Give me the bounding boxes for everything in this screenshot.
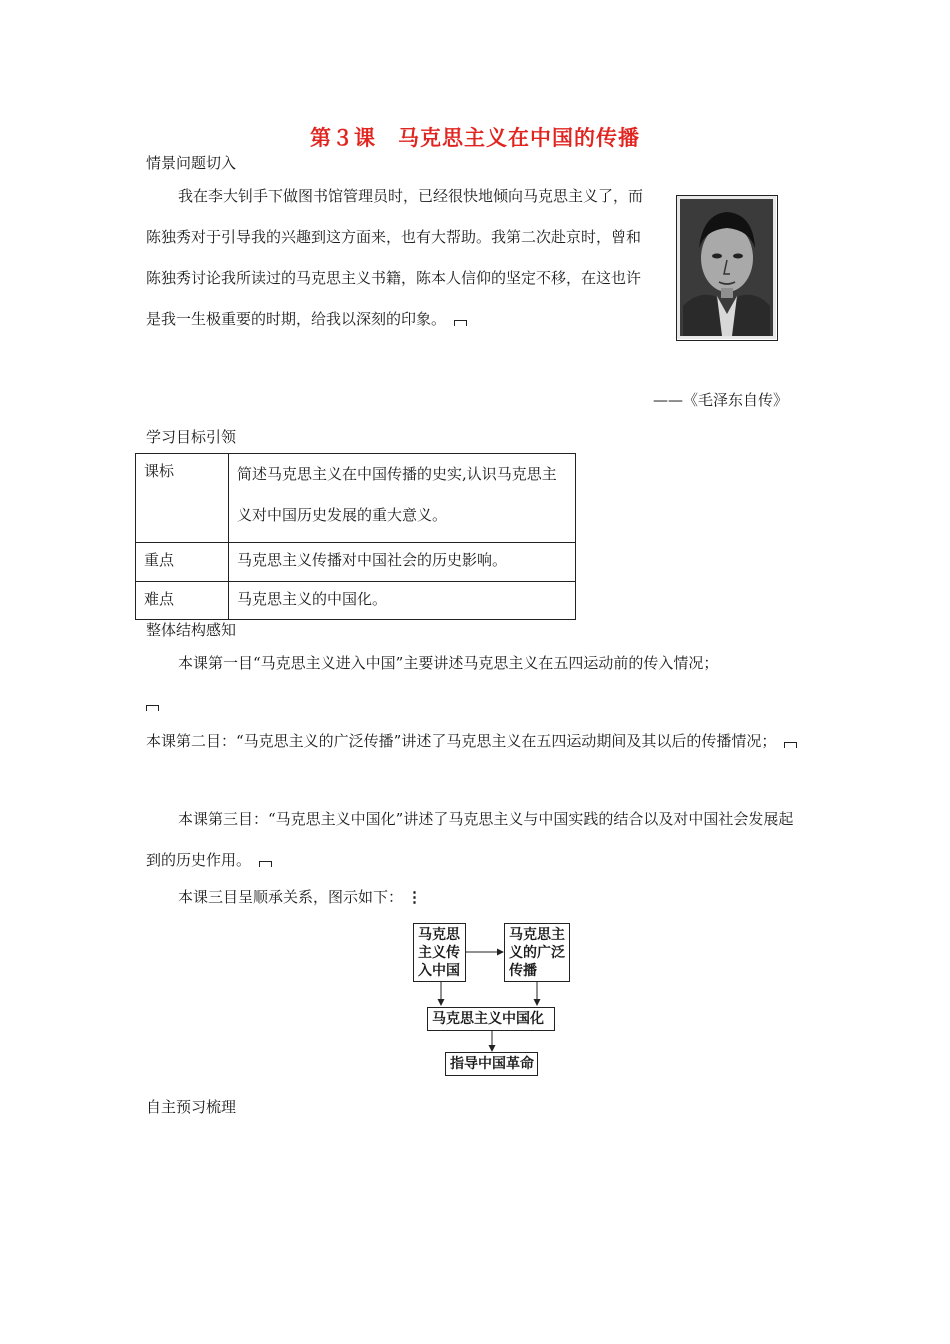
portrait-image xyxy=(677,196,776,339)
structure-text-4: 本课三目呈顺承关系，图示如下： xyxy=(178,888,404,906)
vertical-dots-icon: ⋮ xyxy=(407,888,423,906)
diagram-box-marxism-sinicized: 马克思主义中国化 xyxy=(427,1007,555,1031)
quote-source: ——《毛泽东自传》 xyxy=(653,391,789,409)
quote-text: 我在李大钊手下做图书馆管理员时，已经很快地倾向马克思主义了，而陈独秀对于引导我的兴趣到这方面来，也有大帮助。我第二次赴京时，曾和陈独秀讨论我所读过的马克思主义书籍，陈本人信仰的坚定不移，在这也许是我一生极重要的时期，给我以深刻的印象。 xyxy=(146,187,644,328)
table-row xyxy=(136,543,576,582)
portrait-photo xyxy=(676,195,778,341)
table-key-cell: 课标 xyxy=(136,454,229,543)
page-title: 第３课 马克思主义在中国的传播 xyxy=(310,125,640,150)
quote-paragraph xyxy=(146,176,646,340)
section-heading-goals: 学习目标引领 xyxy=(146,428,237,446)
table-value-cell: 马克思主义传播对中国社会的历史影响。 xyxy=(229,543,576,582)
structure-text-3: 本课第三目：“马克思主义中国化”讲述了马克思主义与中国实践的结合以及对中国社会发展起到的历史作用。 xyxy=(146,810,794,869)
table-key-cell: 难点 xyxy=(136,582,229,620)
section-heading-structure: 整体结构感知 xyxy=(146,621,237,639)
section-heading-preview: 自主预习梳理 xyxy=(146,1098,237,1116)
structure-paragraph-1 xyxy=(146,643,806,725)
structure-paragraph-4 xyxy=(178,886,422,907)
structure-paragraph-3 xyxy=(146,799,806,881)
structure-paragraph-2 xyxy=(146,721,806,762)
table-key-cell: 重点 xyxy=(136,543,229,582)
table-value-cell: 简述马克思主义在中国传播的史实,认识马克思主义对中国历史发展的重大意义。 xyxy=(229,454,576,543)
learning-goals-table xyxy=(135,453,576,620)
table-value-cell: 马克思主义的中国化。 xyxy=(229,582,576,620)
diagram-box-marxism-introduced: 马克思主义传入中国 xyxy=(413,923,466,982)
edit-mark-icon xyxy=(784,742,797,748)
edit-mark-icon xyxy=(259,861,272,867)
diagram-box-marxism-spread: 马克思主义的广泛传播 xyxy=(504,923,570,982)
table-row xyxy=(136,454,576,543)
diagram-box-guide-revolution: 指导中国革命 xyxy=(445,1052,538,1076)
edit-mark-icon xyxy=(454,320,467,326)
edit-mark-icon xyxy=(146,705,159,711)
table-row xyxy=(136,582,576,620)
section-heading-situation: 情景问题切入 xyxy=(146,154,237,172)
structure-text-2: 本课第二目：“马克思主义的广泛传播”讲述了马克思主义在五四运动期间及其以后的传播情况； xyxy=(146,732,777,750)
structure-text-1: 本课第一目“马克思主义进入中国”主要讲述马克思主义在五四运动前的传入情况； xyxy=(178,654,719,672)
